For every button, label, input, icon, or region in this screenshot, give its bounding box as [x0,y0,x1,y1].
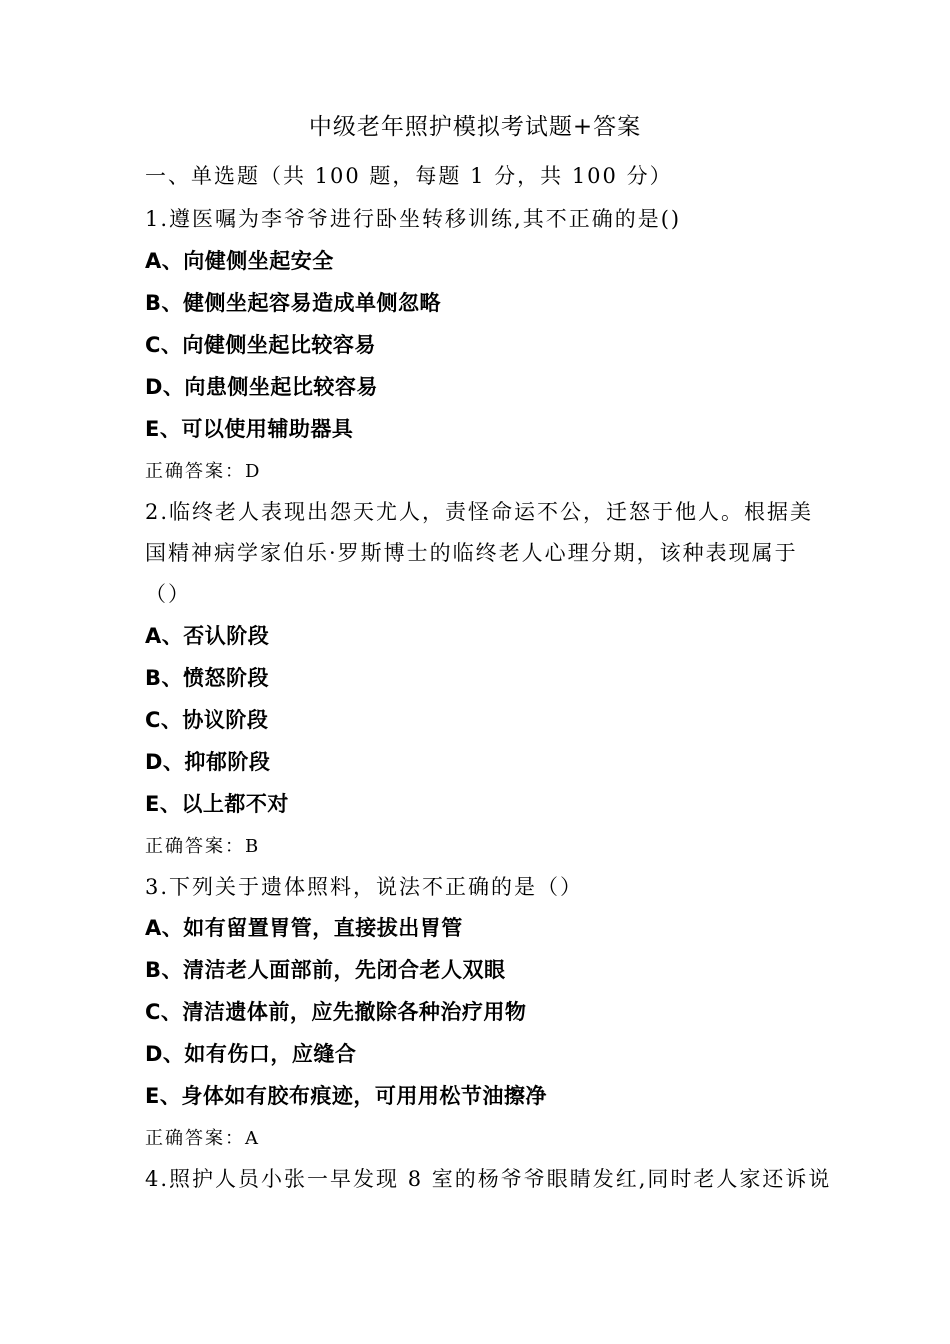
question-1-option-d: D、向患侧坐起比较容易 [145,375,378,399]
question-4-stem: 4.照护人员小张一早发现 8 室的杨爷爷眼睛发红,同时老人家还诉说 [145,1167,832,1191]
question-2-option-e: E、以上都不对 [145,792,289,816]
question-1-option-a: A、向健侧坐起安全 [145,249,334,273]
question-2-option-c: C、协议阶段 [145,708,269,732]
question-2-stem-line-3: （） [145,582,191,606]
question-3-stem: 3.下列关于遗体照料，说法不正确的是（） [145,875,584,899]
question-1-stem: 1.遵医嘱为李爷爷进行卧坐转移训练,其不正确的是() [145,207,682,231]
question-3-option-e: E、身体如有胶布痕迹，可用用松节油擦净 [145,1084,547,1108]
question-2-stem-line-1: 2.临终老人表现出怨天尤人，责怪命运不公，迁怒于他人。根据美 [145,500,814,524]
document-title: 中级老年照护模拟考试题+答案 [308,114,642,140]
question-1-option-b: B、健侧坐起容易造成单侧忽略 [145,291,442,315]
question-3-option-c: C、清洁遗体前，应先撤除各种治疗用物 [145,1000,527,1024]
question-1-option-c: C、向健侧坐起比较容易 [145,333,376,357]
question-2-option-b: B、愤怒阶段 [145,666,270,690]
question-2-stem-line-2: 国精神病学家伯乐·罗斯博士的临终老人心理分期，该种表现属于 [145,541,798,565]
question-2-option-a: A、否认阶段 [145,624,270,648]
question-2-option-d: D、抑郁阶段 [145,750,271,774]
question-2-answer: 正确答案：B [145,836,261,857]
question-1-answer: 正确答案：D [145,461,262,482]
question-3-option-d: D、如有伤口，应缝合 [145,1042,357,1066]
question-3-option-a: A、如有留置胃管，直接拔出胃管 [145,916,463,940]
question-1-option-e: E、可以使用辅助器具 [145,417,354,441]
question-3-answer: 正确答案：A [145,1128,260,1149]
question-3-option-b: B、清洁老人面部前，先闭合老人双眼 [145,958,506,982]
section-heading: 一、单选题（共 100 题，每题 1 分，共 100 分） [145,164,673,188]
